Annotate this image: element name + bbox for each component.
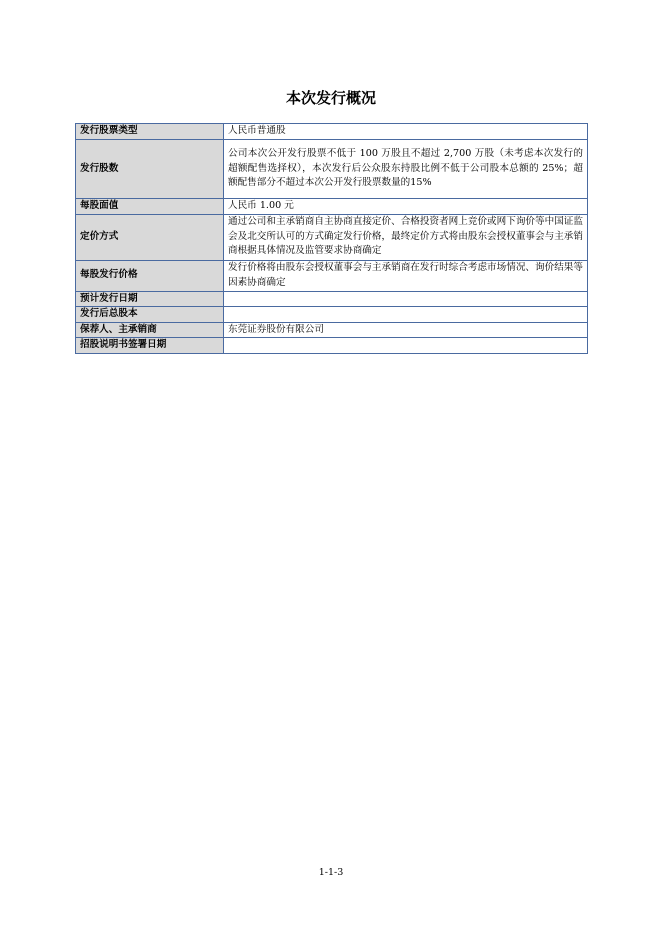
table-row — [76, 140, 588, 199]
table-row — [76, 199, 588, 215]
row-label: 预计发行日期 — [76, 291, 224, 307]
page-title: 本次发行概况 — [285, 89, 376, 107]
offering-overview-table — [75, 123, 588, 354]
table-row — [76, 322, 588, 338]
row-value: 公司本次公开发行股票不低于 100 万股且不超过 2,700 万股（未考虑本次发行的超额配售选择权），本次发行后公众股东持股比例不低于公司股本总额的 25%；超额配售部分不超过本次公开发行股票数量的15% — [224, 140, 588, 199]
table-row — [76, 124, 588, 140]
table-row — [76, 291, 588, 307]
row-value — [224, 338, 588, 354]
table-row — [76, 214, 588, 260]
row-label: 定价方式 — [76, 214, 224, 260]
row-value: 人民币 1.00 元 — [224, 199, 588, 215]
row-label: 招股说明书签署日期 — [76, 338, 224, 354]
table-row — [76, 338, 588, 354]
row-value: 人民币普通股 — [224, 124, 588, 140]
row-label: 保荐人、主承销商 — [76, 322, 224, 338]
row-value — [224, 307, 588, 323]
page-number: 1-1-3 — [318, 867, 344, 878]
row-label: 发行股票类型 — [76, 124, 224, 140]
row-value: 东莞证券股份有限公司 — [224, 322, 588, 338]
row-label: 发行股数 — [76, 140, 224, 199]
row-label: 每股面值 — [76, 199, 224, 215]
row-label: 每股发行价格 — [76, 260, 224, 291]
row-value: 通过公司和主承销商自主协商直接定价、合格投资者网上竞价或网下询价等中国证监会及北交所认可的方式确定发行价格，最终定价方式将由股东会授权董事会与主承销商根据具体情况及监管要求协商确定 — [224, 214, 588, 260]
row-label: 发行后总股本 — [76, 307, 224, 323]
row-value — [224, 291, 588, 307]
row-value: 发行价格将由股东会授权董事会与主承销商在发行时综合考虑市场情况、询价结果等因素协商确定 — [224, 260, 588, 291]
table-row — [76, 260, 588, 291]
table-row — [76, 307, 588, 323]
